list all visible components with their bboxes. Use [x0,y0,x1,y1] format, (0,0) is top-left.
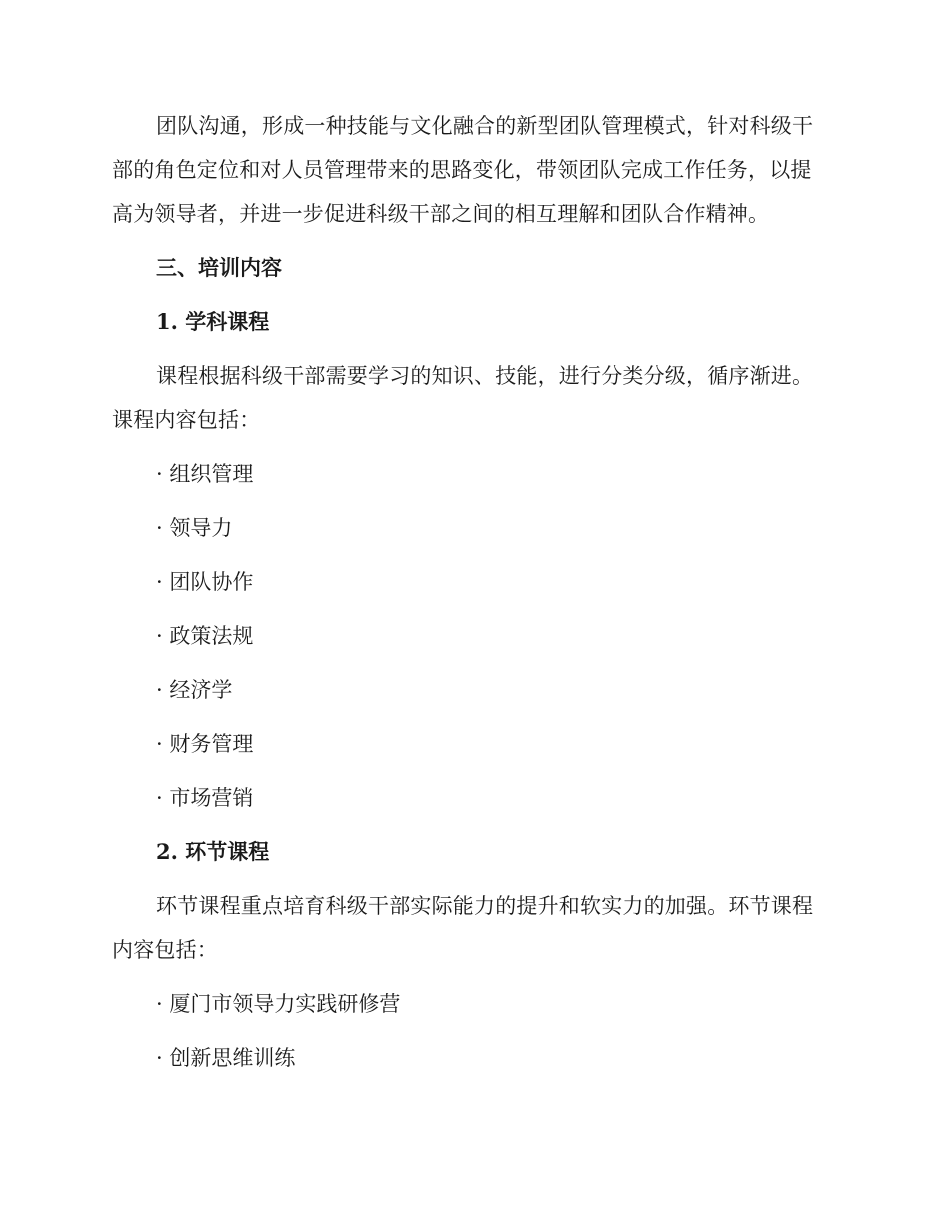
list-item: · 政策法规 [156,624,254,648]
list-item: · 市场营销 [156,786,254,810]
list-item: · 财务管理 [156,732,254,756]
list-item: · 经济学 [156,678,233,702]
list-item: · 创新思维训练 [156,1046,296,1070]
subsection-1-paragraph: 课程根据科级干部需要学习的知识、技能，进行分类分级，循序渐进。课程内容包括： [112,364,814,432]
list-item: · 团队协作 [156,570,254,594]
subsection-2-paragraph: 环节课程重点培育科级干部实际能力的提升和软实力的加强。环节课程内容包括： [112,894,814,962]
subsection-heading-1: 1. 学科课程 [156,309,270,334]
subsection-heading-2: 2. 环节课程 [156,839,270,864]
section-heading: 三、培训内容 [156,255,282,280]
list-item: · 组织管理 [156,462,254,486]
list-item: · 厦门市领导力实践研修营 [156,992,401,1016]
intro-paragraph: 团队沟通，形成一种技能与文化融合的新型团队管理模式，针对科级干部的角色定位和对人员管理带来的思路变化，带领团队完成工作任务，以提高为领导者，并进一步促进科级干部之间的相互理解和团队合作精神。 [112,114,814,226]
list-item: · 领导力 [156,516,233,540]
document-page [112,104,830,1080]
